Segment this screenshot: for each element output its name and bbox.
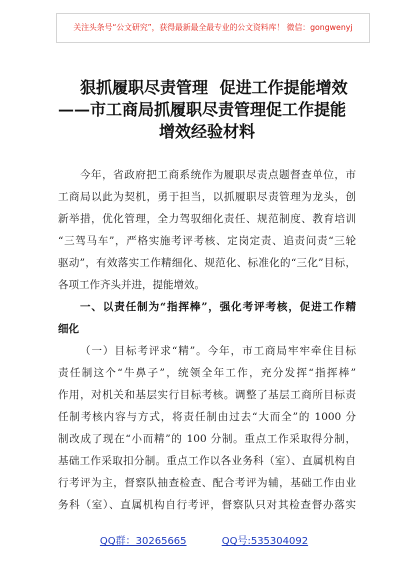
title-line-2: ——市工商局抓履职尽责管理促工作提能 (58, 100, 347, 119)
contact-footer (0, 532, 408, 552)
paragraph-line: （一）目标考评求“精”。今年，市工商局牢牢牵住目标 (80, 345, 356, 357)
paragraph-line: 务科（室）、直属机构自行考评，督察队只对其检查督办落实 (58, 499, 356, 511)
paragraph-line: 工商局以此为契机，勇于担当，以抓履职尽责管理为龙头，创 (58, 191, 356, 203)
document-body (58, 164, 356, 516)
paragraph-line: 作用，对机关和基层实行目标考核。调整了基层工商所目标责 (58, 389, 356, 401)
paragraph-line: 各项工作齐头并进，提能增效。 (58, 279, 205, 291)
promo-banner (56, 13, 370, 43)
subsection-paragraph (58, 340, 356, 516)
intro-paragraph (58, 164, 356, 296)
paragraph-line: 驱动”，有效落实工作精细化、规范化、标准化的“三化”目标， (58, 257, 356, 269)
paragraph-line: “三驾马车”，严格实施考评考核、定岗定责、追责问责“三轮 (58, 235, 356, 247)
qq-group-text: QQ群：30265665 (99, 536, 187, 547)
paragraph-line: 制改成了现在“小而精”的 100 分制。重点工作采取得分制， (58, 433, 356, 445)
paragraph-line: 基础工作采取扣分制。重点工作以各业务科（室）、直属机构自 (58, 455, 356, 467)
title-line-1: 狠抓履职尽责管理 促进工作提能增效 (80, 78, 348, 97)
qq-number-text: QQ号:535304092 (221, 536, 309, 547)
document-title (58, 77, 356, 143)
paragraph-line: 今年，省政府把工商系统作为履职尽责点题督查单位，市 (80, 169, 356, 181)
paragraph-line: 行考评为主，督察队抽查检查、配合考评为辅，基础工作由业 (58, 477, 356, 489)
title-line-3: 增效经验材料 (158, 122, 255, 141)
section-heading (58, 296, 356, 340)
paragraph-line: 责任制这个“牛鼻子”，统领全年工作，充分发挥“指挥棒” (58, 367, 356, 379)
paragraph-line: 任制考核内容与方式，将责任制由过去“大而全”的 1000 分 (58, 411, 356, 423)
paragraph-line: 新举措，优化管理，全力驾驭细化责任、规范制度、教育培训 (58, 213, 356, 225)
section-heading-line: 一、以责任制为“指挥棒”，强化考评考核，促进工作精 (80, 301, 356, 313)
promo-banner-text: 关注头条号“公文研究”，获得最新最全最专业的公文资料库！ 微信：gongwenyj (73, 23, 353, 32)
section-heading-line: 细化 (58, 323, 79, 335)
